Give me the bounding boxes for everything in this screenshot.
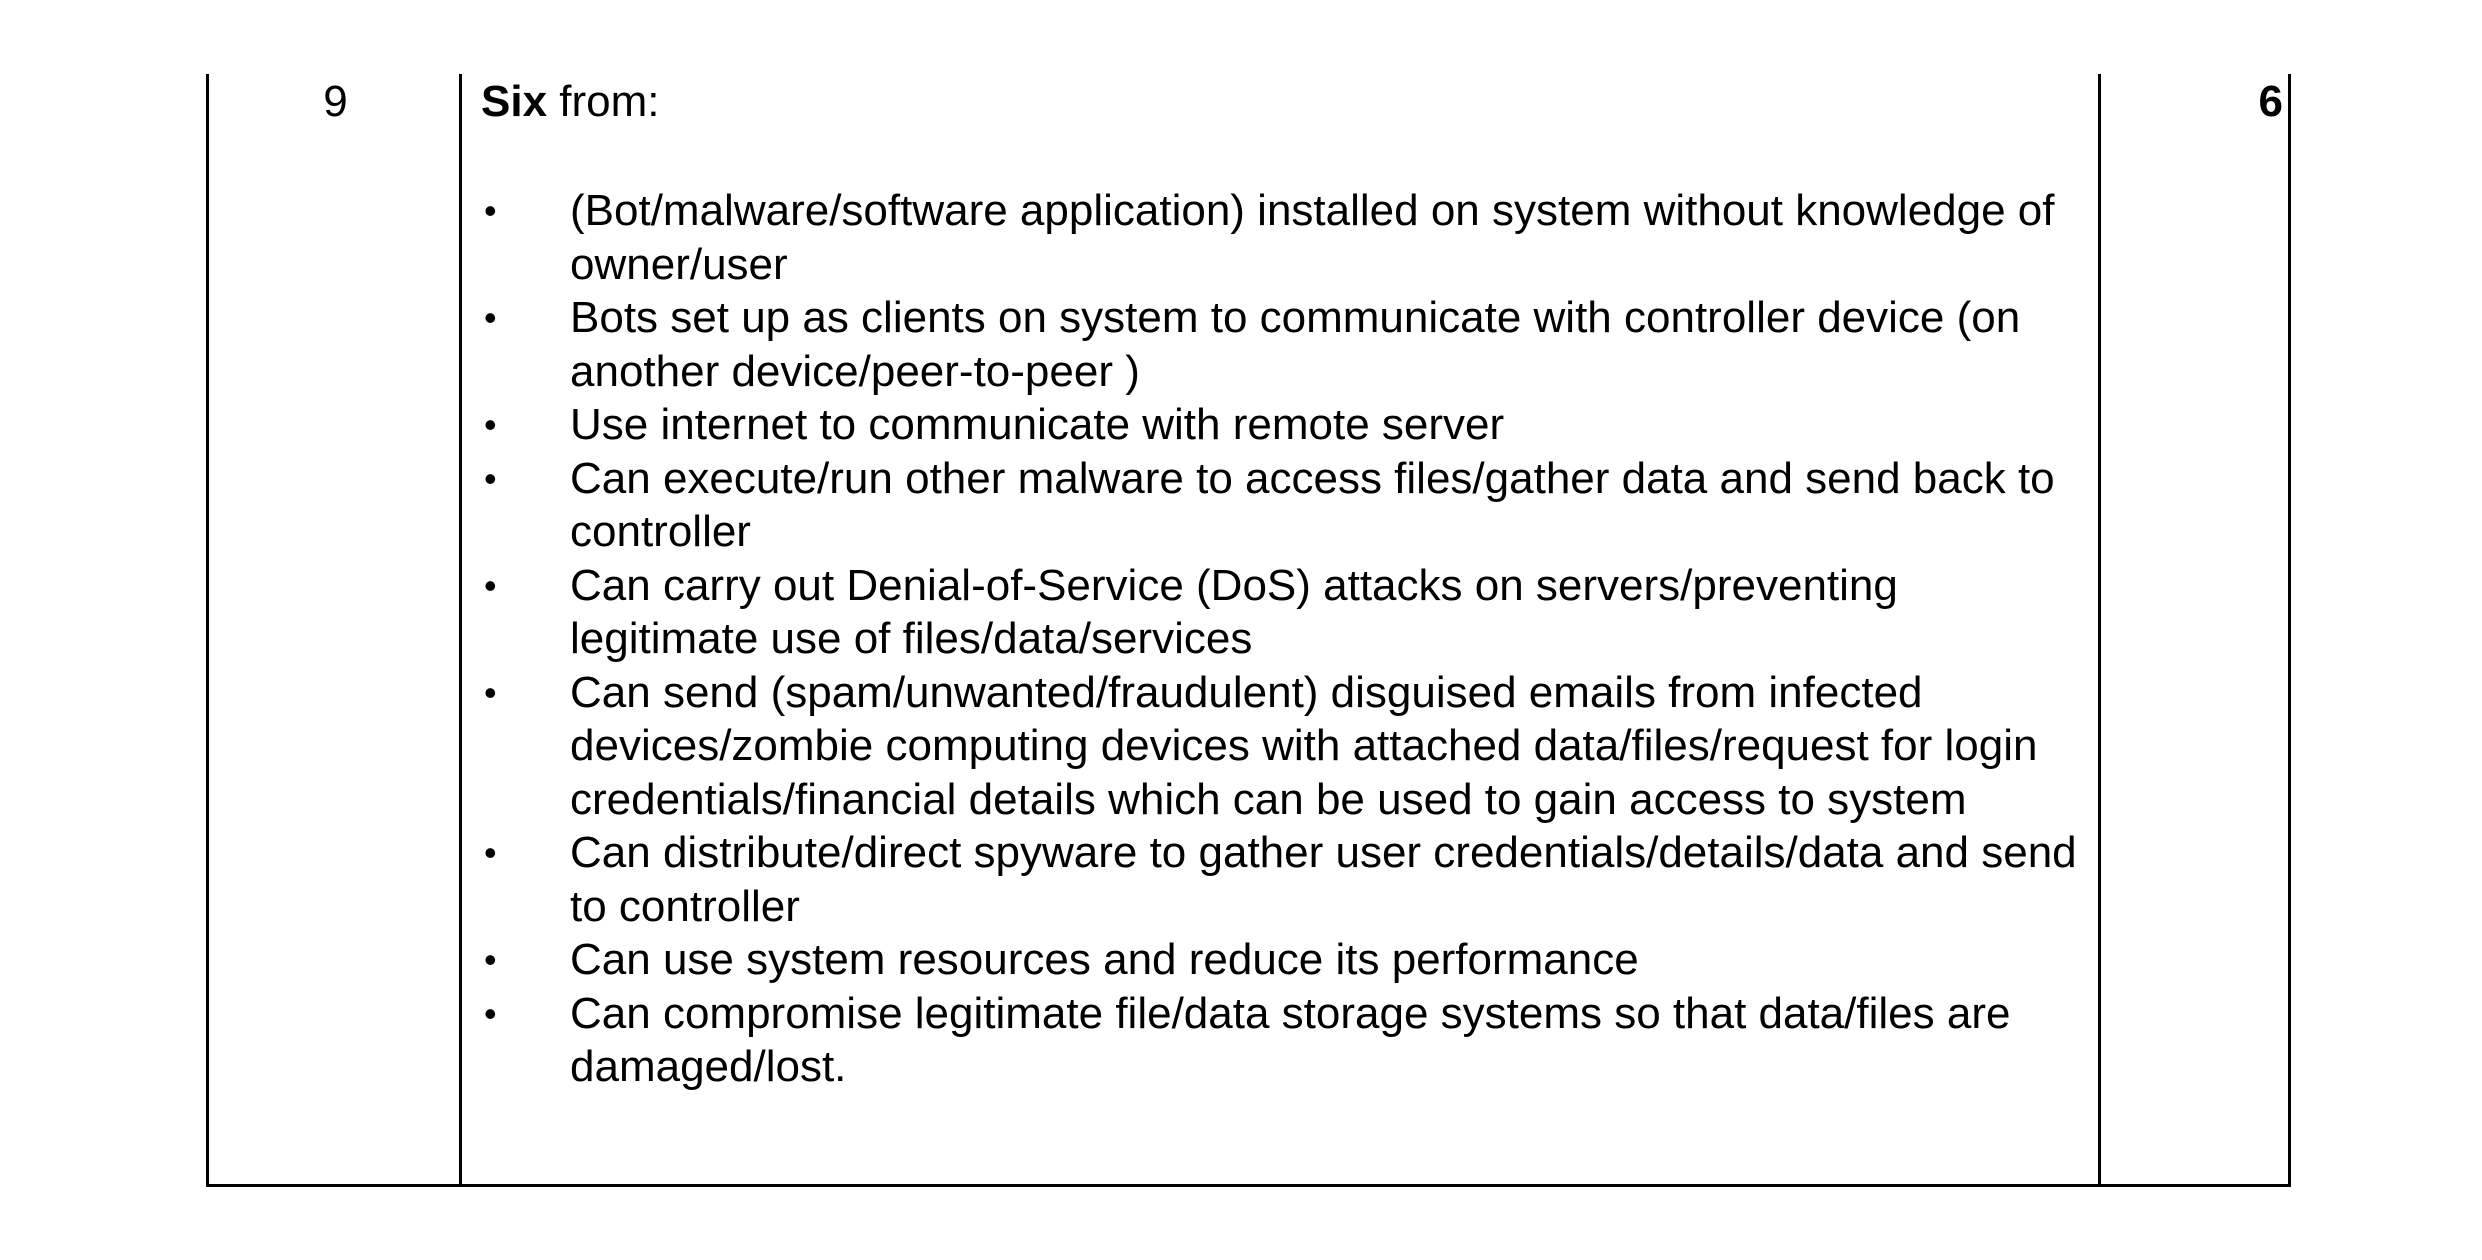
- point-text: (Bot/malware/software application) installed on system without knowledge of owner/user: [570, 186, 2055, 289]
- point-text: Bots set up as clients on system to communicate with controller device (on another device/peer-to-peer ): [570, 293, 2021, 396]
- list-item: [481, 987, 2091, 1094]
- list-item: [481, 666, 2091, 827]
- question-number: 9: [323, 77, 348, 126]
- intro-rest: from:: [547, 77, 660, 126]
- bullet-icon: •: [484, 992, 497, 1034]
- column-divider-right: [2098, 74, 2101, 1184]
- point-text: Can execute/run other malware to access files/gather data and send back to controller: [570, 453, 2055, 556]
- mark-scheme-table: [206, 74, 2291, 1187]
- answer-cell: [481, 74, 2091, 1094]
- bullet-icon: •: [484, 939, 497, 980]
- answer-intro: [481, 74, 2091, 130]
- point-text: Can use system resources and reduce its performance: [570, 935, 1639, 984]
- bullet-icon: •: [484, 190, 497, 231]
- bullet-icon: •: [484, 457, 497, 499]
- bullet-icon: •: [484, 404, 497, 445]
- list-item: [481, 826, 2091, 933]
- intro-bold: Six: [481, 77, 548, 126]
- point-text: Use internet to communicate with remote server: [570, 400, 1505, 449]
- list-item: [481, 933, 2091, 987]
- point-text: Can send (spam/unwanted/fraudulent) disguised emails from infected devices/zombie computing devices with attached data/files/request for login credentials/financial details which can be used to gain access to system: [570, 667, 2038, 824]
- point-text: Can carry out Denial-of-Service (DoS) attacks on servers/preventing legitimate use of files/data/services: [570, 560, 1898, 663]
- bullet-icon: •: [484, 832, 497, 873]
- bullet-icon: •: [484, 671, 497, 713]
- list-item: [481, 184, 2091, 291]
- column-divider-left: [459, 74, 462, 1184]
- answer-points-list: [481, 184, 2091, 1094]
- list-item: [481, 291, 2091, 398]
- bullet-icon: •: [484, 564, 497, 606]
- bullet-icon: •: [484, 297, 497, 338]
- marks-value: 6: [2258, 77, 2283, 126]
- list-item: [481, 559, 2091, 666]
- point-text: Can distribute/direct spyware to gather user credentials/details/data and send to controller: [570, 828, 2077, 931]
- list-item: [481, 452, 2091, 559]
- point-text: Can compromise legitimate file/data storage systems so that data/files are damaged/lost.: [570, 988, 2011, 1091]
- list-item: [481, 398, 2091, 452]
